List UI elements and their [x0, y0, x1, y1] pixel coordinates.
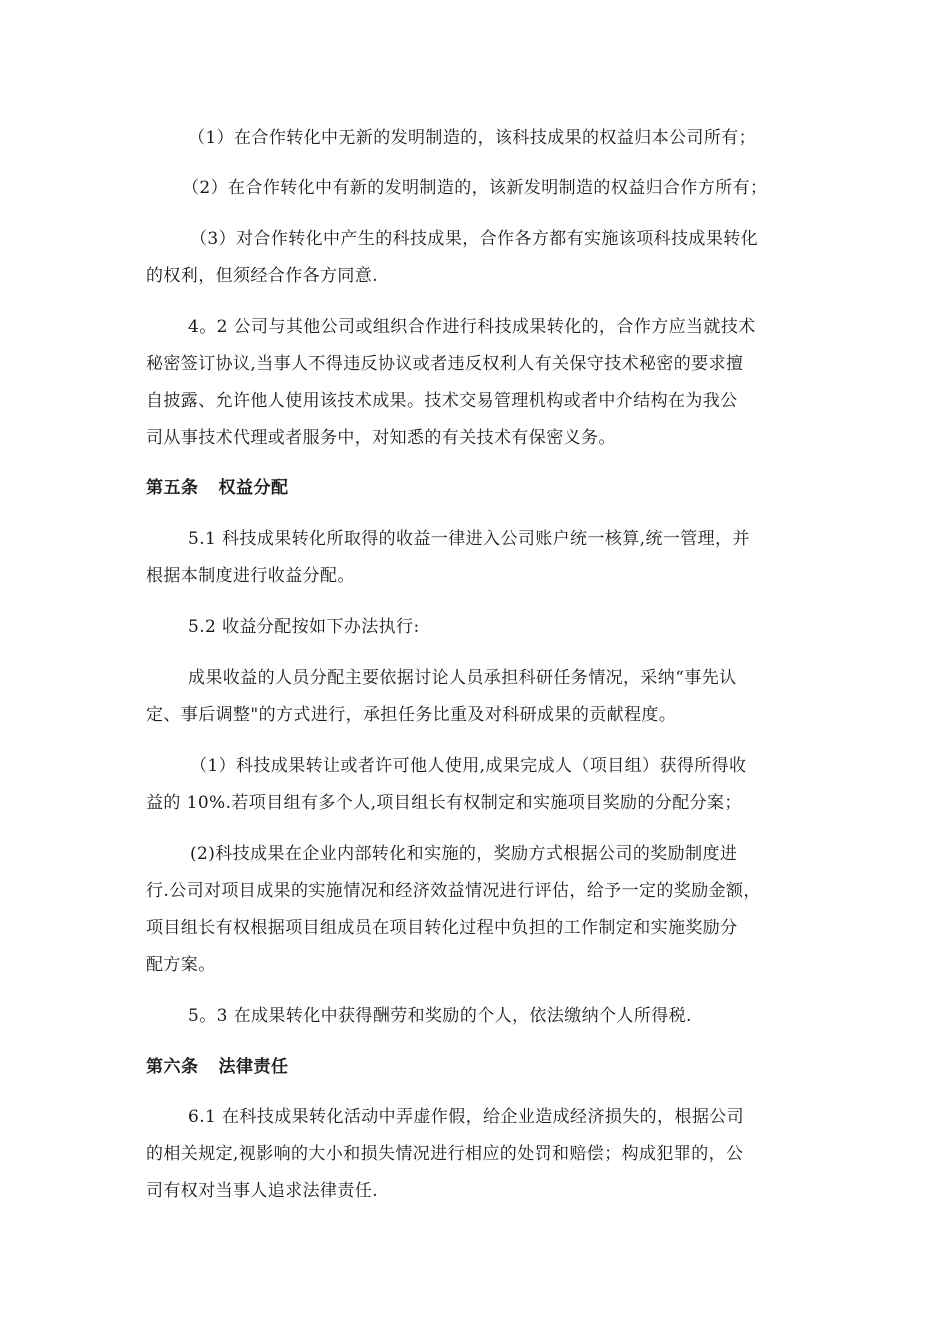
paragraph-item-2-line-2: 行.公司对项目成果的实施情况和经济效益情况进行评估，给予一定的奖励金额，	[146, 881, 761, 901]
paragraph-item-2-line-4: 配方案。	[146, 955, 216, 975]
paragraph-clause-3-line-1: （3）对合作转化中产生的科技成果，合作各方都有实施该项科技成果转化	[190, 229, 759, 249]
paragraph-6-1-line-2: 的相关规定,视影响的大小和损失情况进行相应的处罚和赔偿；构成犯罪的，公	[146, 1144, 744, 1164]
section-heading-5	[146, 476, 289, 500]
paragraph-item-1-line-1: （1）科技成果转让或者许可他人使用,成果完成人（项目组）获得所得收	[190, 756, 747, 776]
paragraph-6-1-line-1: 6.1 在科技成果转化活动中弄虚作假，给企业造成经济损失的，根据公司	[188, 1107, 745, 1127]
paragraph-4-2-line-3: 自披露、允许他人使用该技术成果。技术交易管理机构或者中介结构在为我公	[146, 391, 738, 411]
paragraph-5-1-line-1: 5.1 科技成果转化所取得的收益一律进入公司账户统一核算,统一管理，并	[188, 529, 750, 549]
paragraph-5-1-line-2: 根据本制度进行收益分配。	[146, 566, 355, 586]
paragraph-item-2-line-1: (2)科技成果在企业内部转化和实施的，奖励方式根据公司的奖励制度进	[190, 844, 738, 864]
paragraph-4-2-line-4: 司从事技术代理或者服务中，对知悉的有关技术有保密义务。	[146, 428, 616, 448]
paragraph-5-2: 5.2 收益分配按如下办法执行:	[188, 617, 420, 637]
paragraph-item-2-line-3: 项目组长有权根据项目组成员在项目转化过程中负担的工作制定和实施奖励分	[146, 918, 738, 938]
paragraph-4-2-line-1: 4。2 公司与其他公司或组织合作进行科技成果转化的，合作方应当就技术	[188, 317, 756, 337]
paragraph-4-2-line-2: 秘密签订协议,当事人不得违反协议或者违反权利人有关保守技术秘密的要求擅	[146, 354, 744, 374]
paragraph-6-1-line-3: 司有权对当事人追求法律责任.	[146, 1181, 379, 1201]
paragraph-clause-2: （2）在合作转化中有新的发明制造的，该新发明制造的权益归合作方所有；	[182, 178, 768, 198]
paragraph-5-3: 5。3 在成果转化中获得酬劳和奖励的个人，依法缴纳个人所得税.	[188, 1006, 692, 1026]
paragraph-distribution-line-2: 定、事后调整"的方式进行，承担任务比重及对科研成果的贡献程度。	[146, 705, 677, 725]
section-number: 第六条	[146, 1057, 199, 1077]
section-title: 法律责任	[218, 1057, 289, 1077]
paragraph-clause-1: （1）在合作转化中无新的发明制造的，该科技成果的权益归本公司所有；	[188, 128, 757, 148]
section-heading-6	[146, 1055, 289, 1079]
paragraph-clause-3-line-2: 的权利，但须经合作各方同意.	[146, 266, 379, 286]
paragraph-item-1-line-2: 益的 10%.若项目组有多个人,项目组长有权制定和实施项目奖励的分配分案；	[146, 793, 742, 813]
section-title: 权益分配	[218, 478, 289, 498]
paragraph-distribution-line-1: 成果收益的人员分配主要依据讨论人员承担科研任务情况，采纳“事先认	[188, 668, 737, 688]
section-number: 第五条	[146, 478, 199, 498]
